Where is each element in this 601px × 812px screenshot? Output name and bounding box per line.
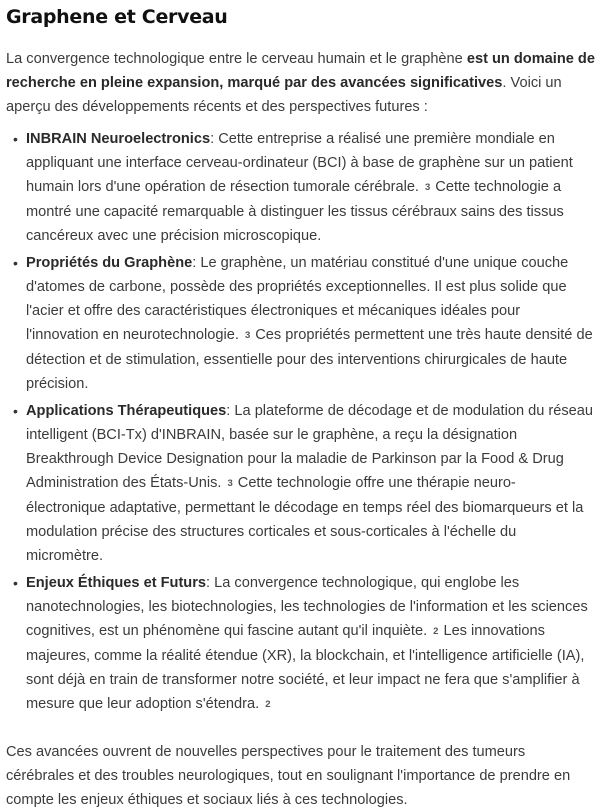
bullet-icon: • bbox=[13, 403, 18, 419]
item-heading: INBRAIN Neuroelectronics bbox=[26, 131, 211, 147]
intro-text: La convergence technologique entre le cerveau humain et le graphène bbox=[6, 51, 467, 67]
item-heading: Applications Thérapeutiques bbox=[26, 403, 227, 419]
bullet-icon: • bbox=[13, 255, 18, 271]
intro-paragraph bbox=[6, 47, 595, 119]
item-text: Cette technologie offre une thérapie neuro-électronique adaptative, permettant le décodage en temps réel des biomarqueurs et la modulation précise des structures corticales et sous-corticales à l'échelle du micromètre. bbox=[26, 475, 584, 564]
item-text: : La convergence technologique, qui englobe les nanotechnologies, les biotechnologies, les technologies de l'information et les sciences cognitives, est un phénomène qui fascine autant qu'il inquiète. bbox=[26, 575, 588, 639]
item-text: : Cette entreprise a réalisé une première mondiale en appliquant une interface cerveau-ordinateur (BCI) à base de graphène sur un patient humain lors d'une opération de résection tumorale cérébrale. bbox=[26, 131, 573, 195]
item-heading: Enjeux Éthiques et Futurs bbox=[26, 575, 207, 591]
item-text: Cette technologie a montré une capacité remarquable à distinguer les tissus cérébraux sains des tissus cancéreux avec une précision microscopique. bbox=[26, 179, 564, 244]
citation-badge[interactable]: 3 bbox=[425, 182, 431, 193]
bullet-icon: • bbox=[13, 575, 18, 591]
intro-text-end: . Voici un aperçu des développements récents et des perspectives futures : bbox=[6, 75, 562, 115]
list-item bbox=[13, 127, 595, 248]
item-text: Les innovations majeures, comme la réalité étendue (XR), la blockchain, et l'intelligence artificielle (IA), sont déjà en train de transformer notre société, et leur impact ne fera que s'amplifier à mesure que leur adoption s'étendra. bbox=[26, 623, 585, 712]
item-heading: Propriétés du Graphène bbox=[26, 255, 193, 271]
conclusion-paragraph: Ces avancées ouvrent de nouvelles perspectives pour le traitement des tumeurs cérébrales et des troubles neurologiques, tout en soulignant l'importance de prendre en compte les enjeux éthiques et sociaux liés à ces technologies. bbox=[6, 744, 571, 808]
intro-bold-text: est un domaine de recherche en pleine expansion, marqué par des avancées significatives bbox=[6, 51, 595, 91]
list-item bbox=[13, 251, 595, 396]
page-title: Graphene et Cerveau bbox=[6, 6, 228, 28]
citation-badge[interactable]: 3 bbox=[244, 330, 251, 341]
item-text: Ces propriétés permettent une très haute densité de détection et de stimulation, essentielle pour des interventions chirurgicales de haute précision. bbox=[26, 327, 593, 392]
list-item bbox=[13, 571, 595, 717]
bullet-list bbox=[6, 127, 595, 717]
item-text: : Le graphène, un matériau constitué d'une unique couche d'atomes de carbone, possède des propriétés exceptionnelles. Il est plus solide que l'acier et offre des caractéristiques électroniques et mécaniques idéales pour l'innovation en neurotechnologie. bbox=[26, 255, 569, 343]
bullet-icon: • bbox=[13, 131, 18, 147]
citation-badge[interactable]: 2 bbox=[265, 699, 271, 710]
citation-badge[interactable]: 3 bbox=[227, 478, 233, 489]
list-item bbox=[13, 399, 595, 568]
item-text: : La plateforme de décodage et de modulation du réseau intelligent (BCI-Tx) d'INBRAIN, basée sur le graphène, a reçu la désignation Breakthrough Device Designation pour la maladie de Parkinson par la Food & Drug Administration des États-Unis. bbox=[26, 403, 594, 491]
citation-badge[interactable]: 2 bbox=[433, 626, 439, 637]
